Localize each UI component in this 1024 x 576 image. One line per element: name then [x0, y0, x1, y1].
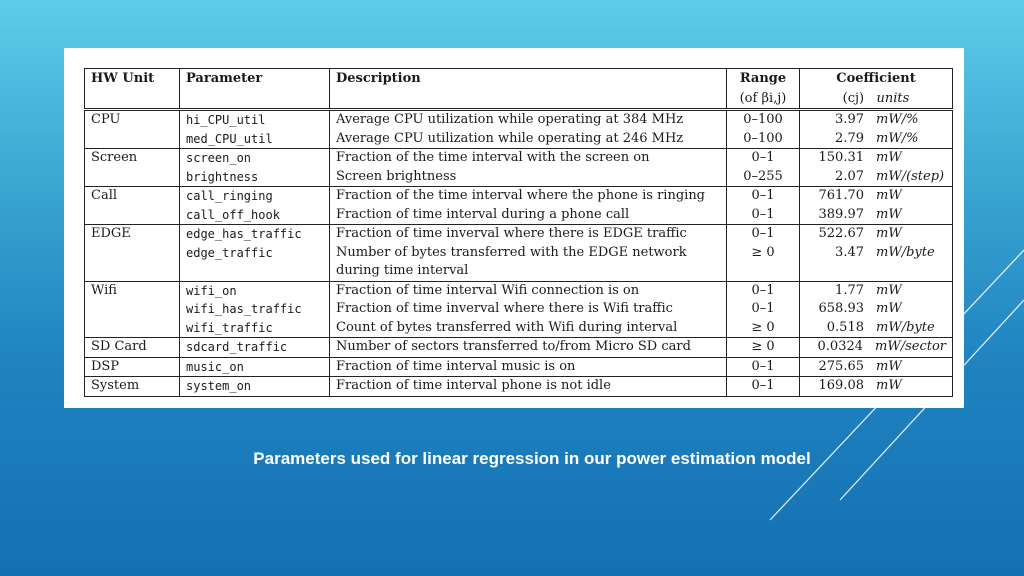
hw-unit-cell: System: [85, 377, 180, 397]
description-cell: Average CPU utilization while operating at 246 MHz: [330, 130, 727, 149]
hw-unit-cell: Screen: [85, 149, 180, 168]
coef-units: mW/byte: [876, 319, 935, 335]
header-coef-sub: [800, 89, 953, 110]
description-cell: Fraction of the time interval with the screen on: [330, 149, 727, 168]
hw-unit-cell: Call: [85, 187, 180, 206]
coef-units: mW: [876, 226, 902, 241]
coef-units: mW/(step): [876, 168, 945, 184]
coefficient-cell: [800, 206, 953, 225]
table-row: [85, 187, 953, 206]
parameter-cell: music_on: [180, 357, 330, 377]
coef-value: 3.97: [835, 112, 864, 127]
coefficient-cell: [800, 244, 953, 282]
hw-unit-cell: SD Card: [85, 338, 180, 358]
parameter-cell: sdcard_traffic: [180, 338, 330, 358]
hw-unit-cell: [85, 168, 180, 187]
coef-value: 275.65: [818, 358, 864, 374]
coefficient-cell: [800, 357, 953, 377]
table-row: [85, 110, 953, 130]
coef-value: 169.08: [818, 378, 864, 393]
table-row: [85, 244, 953, 282]
hw-unit-cell: CPU: [85, 110, 180, 130]
coef-units: mW: [876, 301, 902, 316]
coef-units: mW: [876, 150, 902, 165]
table-row: [85, 149, 953, 168]
parameter-cell: brightness: [180, 168, 330, 187]
coef-value: 150.31: [818, 150, 864, 165]
parameter-cell: system_on: [180, 377, 330, 397]
coefficient-cell: [800, 377, 953, 397]
parameter-cell: call_off_hook: [180, 206, 330, 225]
range-cell: 0–100: [727, 110, 800, 130]
coef-units: mW: [876, 358, 902, 374]
range-cell: ≥ 0: [727, 244, 800, 282]
coef-units: mW/%: [876, 112, 919, 127]
header-parameter: Parameter: [180, 69, 330, 89]
header-coefficient: Coefficient: [800, 69, 953, 89]
table-row: [85, 338, 953, 358]
parameter-cell: med_CPU_util: [180, 130, 330, 149]
coef-value: 658.93: [818, 301, 864, 316]
coef-value: 389.97: [818, 206, 864, 222]
hw-unit-cell: EDGE: [85, 225, 180, 244]
table-row: [85, 300, 953, 319]
coef-value: 522.67: [818, 226, 864, 241]
description-cell: Fraction of time interval Wifi connection is on: [330, 281, 727, 300]
header-range-sub: (of βi,j): [727, 89, 800, 110]
coefficient-cell: [800, 168, 953, 187]
parameter-cell: edge_has_traffic: [180, 225, 330, 244]
coef-value: 2.07: [835, 168, 864, 184]
range-cell: 0–1: [727, 149, 800, 168]
range-cell: 0–255: [727, 168, 800, 187]
coefficient-cell: [800, 338, 953, 358]
table-row: [85, 168, 953, 187]
coef-value: 761.70: [818, 188, 864, 203]
parameter-cell: wifi_has_traffic: [180, 300, 330, 319]
range-cell: 0–1: [727, 357, 800, 377]
range-cell: 0–1: [727, 187, 800, 206]
table-panel: [64, 48, 964, 408]
coef-units: mW/byte: [876, 244, 935, 260]
coef-units: mW/%: [876, 130, 919, 146]
coef-value: 2.79: [835, 130, 864, 146]
header-coef-units: units: [876, 90, 910, 106]
range-cell: 0–1: [727, 206, 800, 225]
range-cell: 0–100: [727, 130, 800, 149]
table-row: [85, 206, 953, 225]
header-coef-symbol: (cj): [842, 90, 865, 106]
coef-units: mW/sector: [875, 339, 946, 354]
hw-unit-cell: [85, 300, 180, 319]
table-row: [85, 225, 953, 244]
header-description: Description: [330, 69, 727, 89]
description-cell: Fraction of time interval music is on: [330, 357, 727, 377]
coef-units: mW: [876, 188, 902, 203]
range-cell: 0–1: [727, 377, 800, 397]
parameter-cell: screen_on: [180, 149, 330, 168]
parameter-cell: wifi_traffic: [180, 319, 330, 338]
parameter-cell: wifi_on: [180, 281, 330, 300]
header-range: Range: [727, 69, 800, 89]
coef-units: mW: [876, 378, 902, 393]
coef-value: 0.518: [826, 319, 864, 335]
parameters-table: [84, 68, 953, 397]
parameter-cell: edge_traffic: [180, 244, 330, 282]
table-row: [85, 130, 953, 149]
range-cell: 0–1: [727, 225, 800, 244]
table-row: [85, 357, 953, 377]
hw-unit-cell: Wifi: [85, 281, 180, 300]
coefficient-cell: [800, 225, 953, 244]
parameter-cell: hi_CPU_util: [180, 110, 330, 130]
coefficient-cell: [800, 130, 953, 149]
description-cell: Average CPU utilization while operating at 384 MHz: [330, 110, 727, 130]
range-cell: 0–1: [727, 281, 800, 300]
range-cell: ≥ 0: [727, 338, 800, 358]
coef-units: mW: [876, 206, 902, 222]
coef-value: 1.77: [835, 282, 864, 298]
coefficient-cell: [800, 281, 953, 300]
range-cell: ≥ 0: [727, 319, 800, 338]
hw-unit-cell: DSP: [85, 357, 180, 377]
coef-value: 3.47: [835, 244, 864, 260]
parameter-cell: call_ringing: [180, 187, 330, 206]
coefficient-cell: [800, 187, 953, 206]
description-cell: Fraction of time interval phone is not idle: [330, 377, 727, 397]
coefficient-cell: [800, 319, 953, 338]
description-cell: Screen brightness: [330, 168, 727, 187]
description-cell: Fraction of time inverval where there is EDGE traffic: [330, 225, 727, 244]
description-cell: Number of bytes transferred with the EDGE network during time interval: [330, 244, 727, 282]
coefficient-cell: [800, 149, 953, 168]
table-row: [85, 319, 953, 338]
coef-value: 0.0324: [817, 339, 864, 354]
description-cell: Fraction of the time interval where the phone is ringing: [330, 187, 727, 206]
description-cell: Fraction of time inverval where there is Wifi traffic: [330, 300, 727, 319]
table-row: [85, 377, 953, 397]
hw-unit-cell: [85, 244, 180, 282]
hw-unit-cell: [85, 206, 180, 225]
coef-units: mW: [876, 282, 902, 298]
hw-unit-cell: [85, 130, 180, 149]
hw-unit-cell: [85, 319, 180, 338]
description-cell: Count of bytes transferred with Wifi during interval: [330, 319, 727, 338]
range-cell: 0–1: [727, 300, 800, 319]
table-row: [85, 281, 953, 300]
coefficient-cell: [800, 110, 953, 130]
coefficient-cell: [800, 300, 953, 319]
header-hw-unit: HW Unit: [85, 69, 180, 89]
description-cell: Fraction of time interval during a phone call: [330, 206, 727, 225]
description-cell: Number of sectors transferred to/from Micro SD card: [330, 338, 727, 358]
slide-caption: Parameters used for linear regression in our power estimation model: [253, 449, 811, 468]
